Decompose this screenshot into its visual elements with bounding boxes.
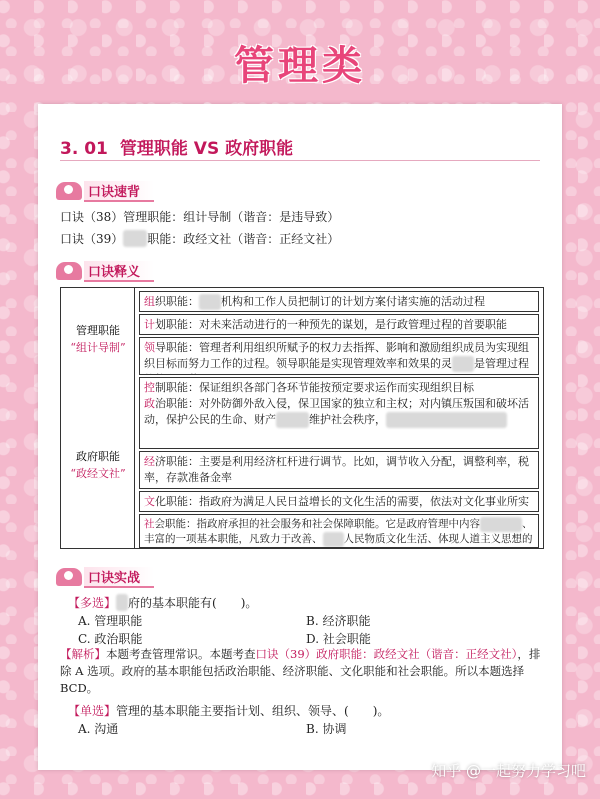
table-row: 控制职能：保证组织各部门各环节能按预定要求运作而实现组织目标 政治职能：对外防御外敌入侵，保卫国家的独立和主权；对内镇压叛国和破坏活动，保护公民的生命、财产 维护社会秩序， bbox=[139, 377, 539, 449]
title-divider bbox=[60, 160, 540, 161]
q1-option-d[interactable]: D. 社会职能 bbox=[306, 632, 371, 646]
category-government: 政府职能 “政经文社” bbox=[70, 450, 126, 480]
watermark: 知乎 @一起努力学习吧 bbox=[431, 762, 586, 780]
explanation-table bbox=[60, 287, 544, 549]
table-row: 领导职能：管理者利用组织所赋予的权力去指挥、影响和激励组织成员为实现组织目标而努力工作的过程。领导职能是实现管理效率和效果的灵 是管理过程 bbox=[139, 337, 539, 375]
q1-option-b[interactable]: B. 经济职能 bbox=[306, 614, 371, 628]
explain-header: 口诀释义 bbox=[56, 260, 154, 282]
table-row: 文化职能：指政府为满足人民日益增长的文化生活的需要，依法对文化事业所实 bbox=[139, 491, 539, 512]
table-row: 社会职能：指政府承担的社会服务和社会保障职能。它是政府管理中内容 、丰富的一项基本职能，凡致力于改善、 人民物质文化生活、体现人道主义思想的 bbox=[139, 514, 539, 548]
question-1-stem: 【多选】 府的基本职能有( )。 bbox=[68, 596, 258, 610]
mnemonic-header: 口诀速背 bbox=[56, 180, 154, 202]
mnemonic-line-1: 口诀（38）管理职能：组计导制（谐音：是违导致） bbox=[60, 210, 340, 224]
q2-option-a[interactable]: A. 沟通 bbox=[78, 722, 119, 736]
badge-icon bbox=[56, 262, 82, 280]
section-number: 3. 01 bbox=[60, 139, 108, 159]
badge-icon bbox=[56, 568, 82, 586]
mnemonic-line-2: 口诀（39） 职能：政经文社（谐音：正经文社） bbox=[60, 232, 340, 246]
section-title bbox=[60, 134, 293, 159]
badge-icon bbox=[56, 182, 82, 200]
table-row: 经济职能：主要是利用经济杠杆进行调节。比如，调节收入分配，调整利率，税率，存款准备金率 bbox=[139, 451, 539, 489]
q2-option-b[interactable]: B. 协调 bbox=[306, 722, 347, 736]
page-title: 管理类 bbox=[234, 43, 366, 89]
section-heading: 管理职能 VS 政府职能 bbox=[119, 139, 294, 159]
analysis-text: 【解析】本题考查管理常识。本题考查口诀（39）政府职能：政经文社（谐音：正经文社），排除 A 选项。政府的基本职能包括政治职能、经济职能、文化职能和社会职能。所以本题选择 BCD。 bbox=[60, 647, 541, 695]
q1-option-a[interactable]: A. 管理职能 bbox=[78, 614, 143, 628]
category-management: 管理职能 “组计导制” bbox=[70, 324, 126, 354]
practice-header: 口诀实战 bbox=[56, 566, 154, 588]
question-2-stem: 【单选】管理的基本职能主要指计划、组织、领导、( )。 bbox=[68, 704, 390, 718]
q1-option-c[interactable]: C. 政治职能 bbox=[78, 632, 143, 646]
table-row: 计划职能：对未来活动进行的一种预先的谋划，是行政管理过程的首要职能 bbox=[139, 314, 539, 335]
table-row: 组织职能： 机构和工作人员把制订的计划方案付诸实施的活动过程 bbox=[139, 291, 539, 312]
document-page bbox=[38, 104, 562, 770]
